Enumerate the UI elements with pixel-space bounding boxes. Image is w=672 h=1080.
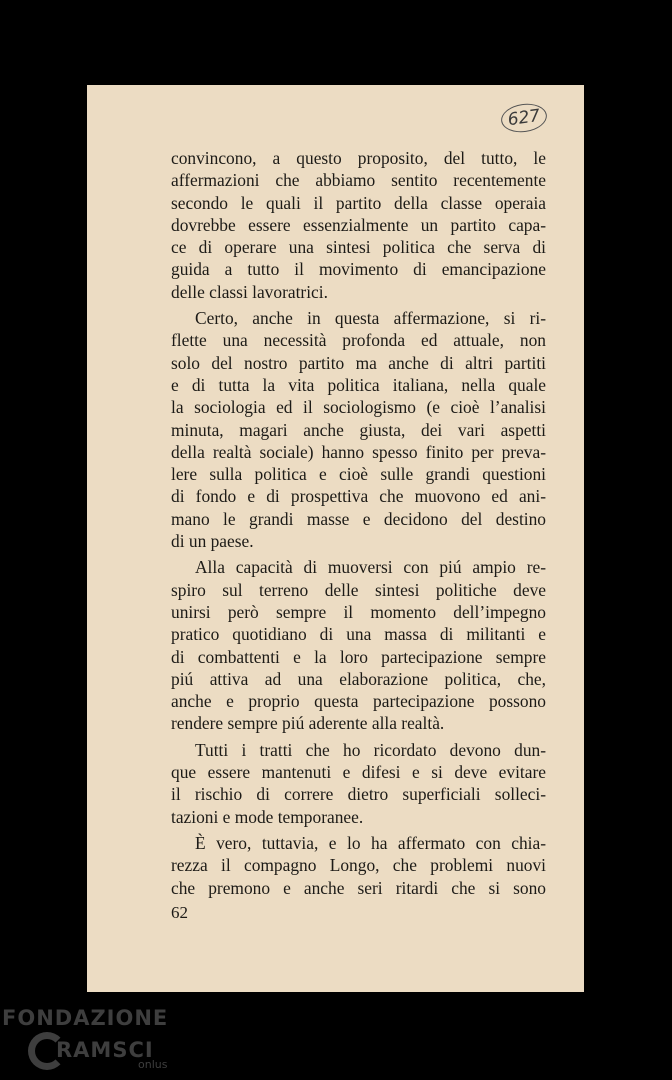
text-line: di combattenti e la loro partecipazione sempre — [171, 646, 546, 667]
text-line: delle classi lavoratrici. — [171, 281, 328, 302]
text-line: unirsi però sempre il momento dell’impegno — [171, 601, 546, 622]
text-line: minuta, magari anche giusta, dei vari aspetti — [171, 419, 546, 440]
text-line: piú attiva ad una elaborazione politica, che, — [171, 668, 546, 689]
logo-subtitle: onlus — [138, 1058, 168, 1071]
paragraph — [171, 307, 546, 552]
text-line: affermazioni che abbiamo sentito recentemente — [171, 170, 546, 191]
text-line: il rischio di correre dietro superficiali solleci- — [171, 784, 546, 805]
text-line: rezza il compagno Longo, che problemi nuovi — [171, 855, 546, 876]
text-line: flette una necessità profonda ed attuale, non — [171, 330, 546, 351]
page-number: 62 — [171, 903, 188, 922]
text-line: lere sulla politica e cioè sulle grandi questioni — [171, 464, 546, 485]
text-line: secondo le quali il partito della classe operaia — [171, 192, 546, 213]
text-line: di fondo e di prospettiva che muovono ed ani- — [171, 486, 546, 507]
text-line: mano le grandi masse e decidono del destino — [171, 508, 546, 529]
text-line: Alla capacità di muoversi con piú ampio re- — [195, 557, 546, 578]
paragraph — [171, 147, 546, 303]
text-line: Certo, anche in questa affermazione, si ri- — [195, 308, 546, 329]
text-line: la sociologia ed il sociologismo (e cioè l’analisi — [171, 397, 546, 418]
text-line: che premono e anche seri ritardi che si sono — [171, 877, 546, 898]
logo-line-2: RAMSCI — [56, 1038, 154, 1062]
archive-stamp: 627 — [499, 101, 548, 135]
text-line: convincono, a questo proposito, del tutto, le — [171, 148, 546, 168]
paragraph — [171, 832, 546, 899]
text-line: rendere sempre piú aderente alla realtà. — [171, 713, 445, 734]
text-line: pratico quotidiano di una massa di militanti e — [171, 624, 546, 645]
text-line: guida a tutto il movimento di emancipazione — [171, 259, 546, 280]
paragraph — [171, 556, 546, 734]
text-line: Tutti i tratti che ho ricordato devono dun- — [195, 739, 546, 760]
body-text — [171, 147, 546, 903]
logo-line-1: FONDAZIONE — [2, 1006, 169, 1030]
text-line: È vero, tuttavia, e lo ha affermato con chia- — [195, 832, 546, 853]
text-line: solo del nostro partito ma anche di altri partiti — [171, 352, 546, 373]
text-line: dovrebbe essere essenzialmente un partito capa- — [171, 214, 546, 235]
fondazione-gramsci-logo — [2, 1006, 172, 1076]
text-line: di un paese. — [171, 531, 254, 552]
paragraph — [171, 739, 546, 828]
text-line: anche e proprio questa partecipazione possono — [171, 691, 546, 712]
text-line: e di tutta la vita politica italiana, nella quale — [171, 374, 546, 395]
book-page — [87, 85, 584, 992]
text-line: ce di operare una sintesi politica che serva di — [171, 237, 546, 258]
text-line: tazioni e mode temporanee. — [171, 806, 364, 827]
text-line: spiro sul terreno delle sintesi politiche deve — [171, 579, 546, 600]
text-line: della realtà sociale) hanno spesso finito per preva- — [171, 441, 546, 462]
text-line: que essere mantenuti e difesi e si deve evitare — [171, 762, 546, 783]
